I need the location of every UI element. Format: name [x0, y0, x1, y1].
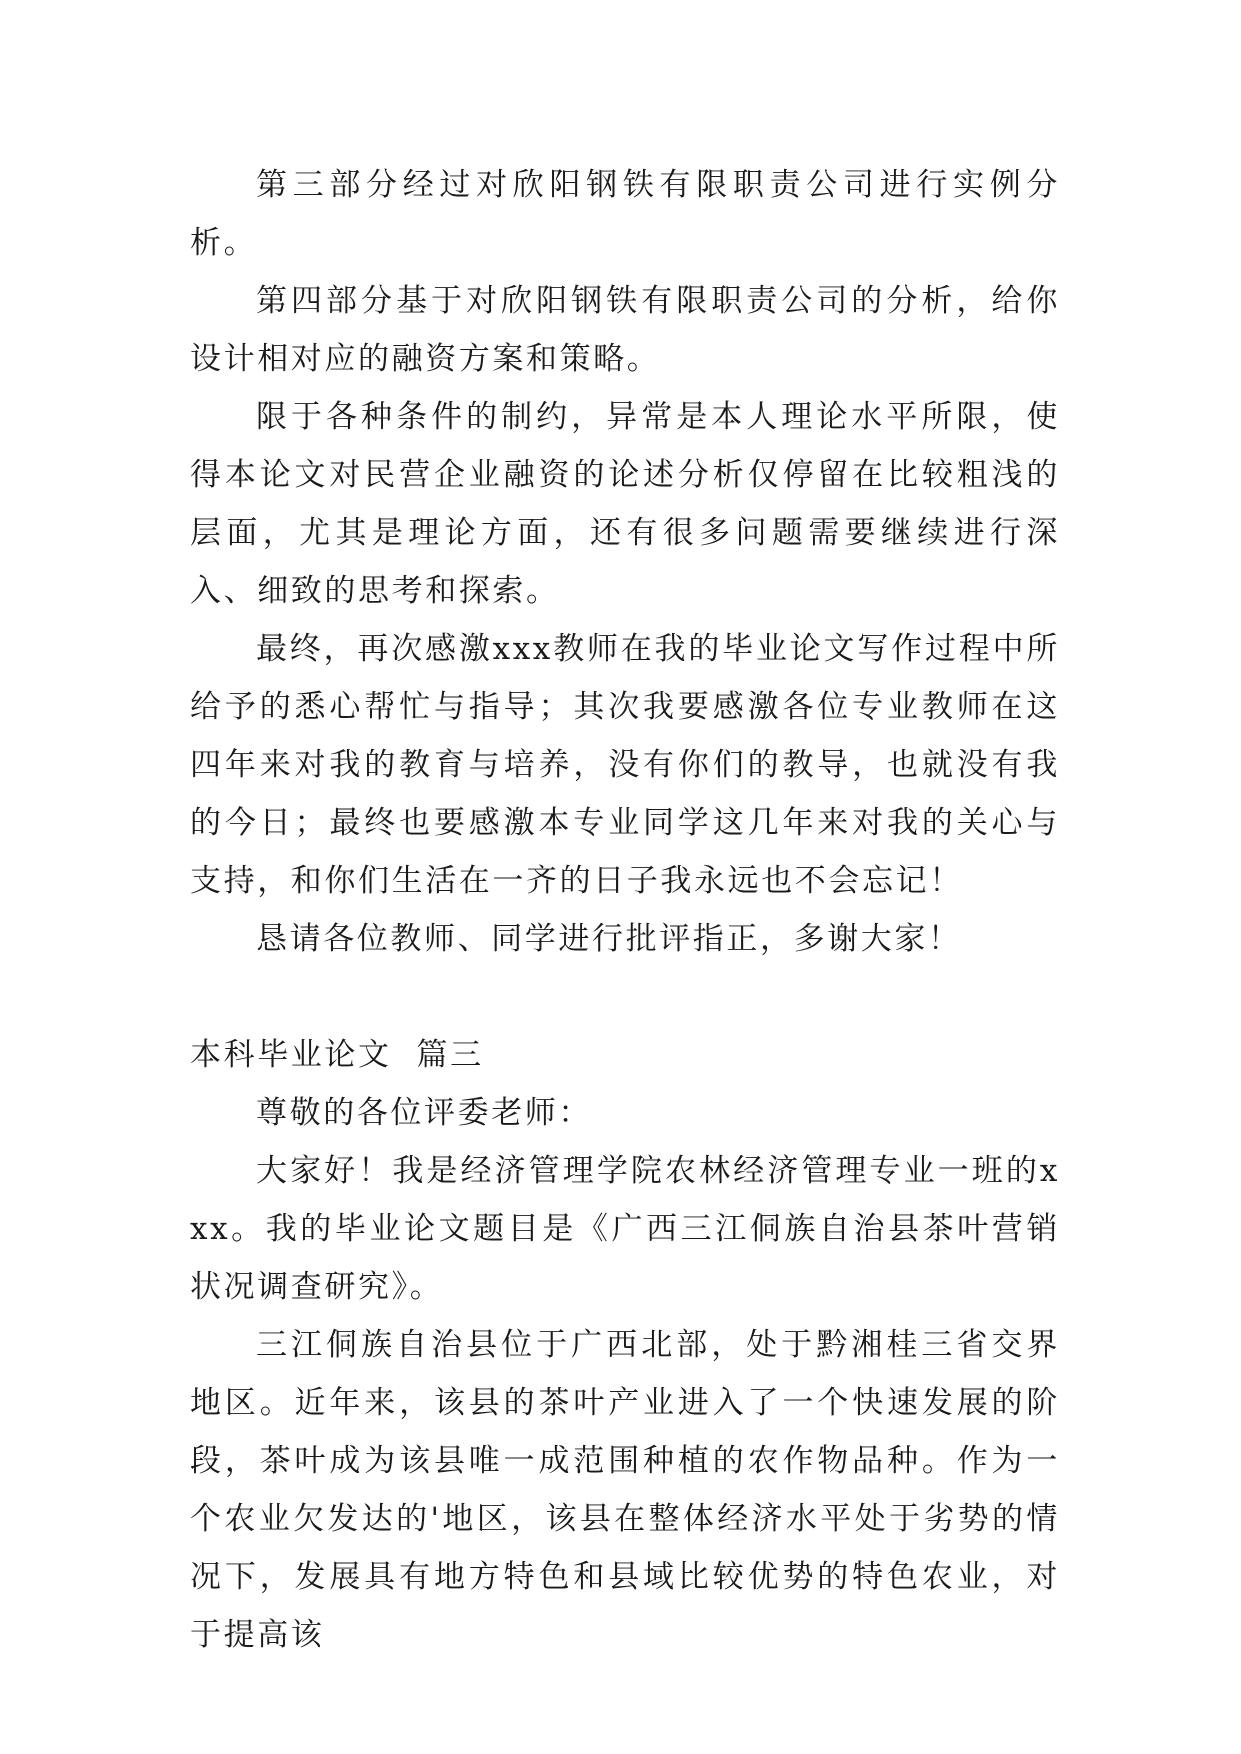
- document-body: [190, 156, 1060, 1664]
- paragraph-part-three-analysis: 第三部分经过对欣阳钢铁有限职责公司进行实例分析。: [190, 167, 1060, 261]
- paragraph-salutation: 尊敬的各位评委老师：: [256, 1095, 592, 1131]
- section-heading-part-three: 本科毕业论文 篇三: [190, 1037, 484, 1073]
- paragraph-acknowledgements: 最终，再次感激xxx教师在我的毕业论文写作过程中所给予的悉心帮忙与指导；其次我要感激各位专业教师在这四年来对我的教育与培养，没有你们的教导，也就没有我的今日；最终也要感激本专业同学这几年来对我的关心与支持，和你们生活在一齐的日子我永远也不会忘记！: [190, 631, 1060, 899]
- paragraph-part-four-design: 第四部分基于对欣阳钢铁有限职责公司的分析，给你设计相对应的融资方案和策略。: [190, 283, 1060, 377]
- paragraph-self-introduction: 大家好！我是经济管理学院农林经济管理专业一班的xxx。我的毕业论文题目是《广西三江侗族自治县茶叶营销状况调查研究》。: [190, 1153, 1060, 1305]
- paragraph-county-background: 三江侗族自治县位于广西北部，处于黔湘桂三省交界地区。近年来，该县的茶叶产业进入了一个快速发展的阶段，茶叶成为该县唯一成范围种植的农作物品种。作为一个农业欠发达的'地区，该县在整体经济水平处于劣势的情况下，发展具有地方特色和县域比较优势的特色农业，对于提高该: [190, 1327, 1060, 1653]
- paragraph-request-criticism: 恳请各位教师、同学进行批评指正，多谢大家！: [256, 921, 962, 957]
- paragraph-limitations: 限于各种条件的制约，异常是本人理论水平所限，使得本论文对民营企业融资的论述分析仅停留在比较粗浅的层面，尤其是理论方面，还有很多问题需要继续进行深入、细致的思考和探索。: [190, 399, 1060, 609]
- section-spacer: [190, 968, 1060, 1026]
